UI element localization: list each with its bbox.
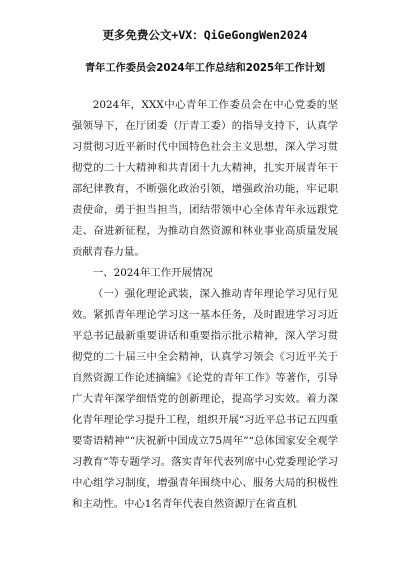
- intro-paragraph: 2024年，XXX中心青年工作委员会在中心党委的坚强领导下，在厅团委（厅青工委）的指导支持下，认真学习贯彻习近平新时代中国特色社会主义思想，深入学习贯彻党的二十大精神和共青团十九大精神，扎实开展青年干部纪律教育，不断强化政治引领，增强政治功能，牢记职责使命，勇于担当担当，团结带领中心全体青年永远跟党走、奋进新征程，为推动自然资源和林业事业高质量发展贡献青春力量。: [72, 99, 338, 258]
- document-title: 青年工作委员会2024年工作总结和2025年工作计划: [84, 63, 326, 74]
- promo-banner: 更多免费公文+VX：QiGeGongWen2024: [102, 28, 308, 42]
- section-1-heading: 一、2024年工作开展情况: [92, 267, 213, 279]
- section-1-paragraph: （一）强化理论武装，深入推动青年理论学习见行见效。紧抓青年理论学习这一基本任务，及时跟进学习习近平总书记最新重要讲话和重要指示批示精神，深入学习贯彻党的二十届三中全会精神，认真学习领会《习近平关于自然资源工作论述摘编》《论党的青年工作》等著作，引导广大青年深学细悟党的创新理论，提高学习实效。着力深化青年理论学习提升工程，组织开展“习近平总书记五四重要寄语精神”“庆祝新中国成立75周年”“总体国家安全观学习教育”等专题学习。落实青年代表列席中心党委理论学习中心组学习制度，增强青年围绕中心、服务大局的积极性和主动性。中心1名青年代表自然资源厅在省直机: [72, 288, 338, 510]
